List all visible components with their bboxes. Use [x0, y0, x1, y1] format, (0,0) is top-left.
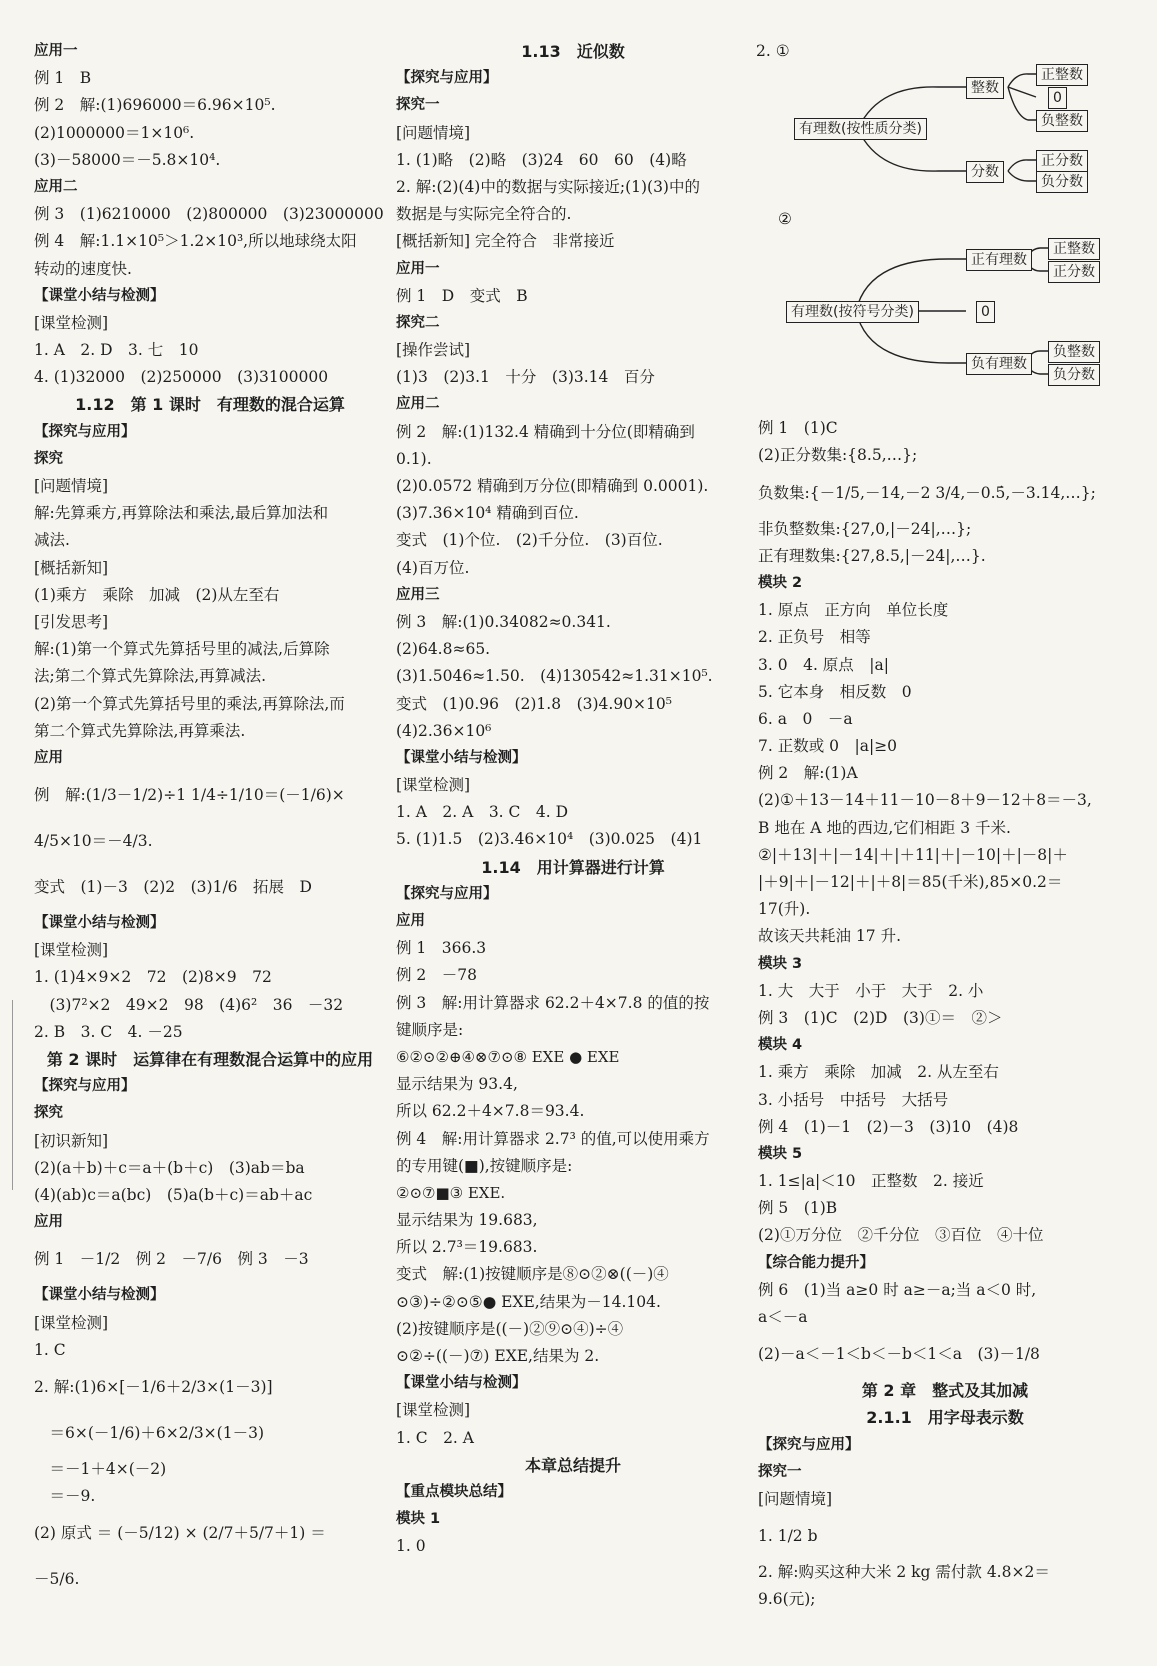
subsection-label: 【课堂小结与检测】	[34, 1287, 165, 1304]
answer-line: [课堂检测]	[34, 313, 109, 332]
answer-line: 数据是与实际完全符合的.	[396, 205, 572, 224]
answer-line: 变式 (1)－3 (2)2 (3)1/6 拓展 D	[34, 878, 312, 897]
answer-line: [课堂检测]	[396, 776, 471, 795]
answer-line: 1. (1)4×9×2 72 (2)8×9 72	[34, 968, 272, 987]
answer-line: 4/5×10＝－4/3.	[34, 832, 153, 851]
subsection-label: 【探究与应用】	[34, 423, 136, 440]
answer-line: ②|＋13|＋|－14|＋|＋11|＋|－10|＋|－8|＋	[758, 845, 1068, 864]
answer-line: 1. 1≤|a|＜10 正整数 2. 接近	[758, 1172, 984, 1191]
answer-line: 减法.	[34, 531, 70, 550]
subsection-label: 应用一	[34, 43, 78, 59]
answer-line: (2)64.8≈65.	[396, 640, 491, 659]
subsection-label: 模块 2	[758, 574, 803, 591]
column-2	[396, 38, 750, 1561]
answer-line: 1. 乘方 乘除 加减 2. 从左至右	[758, 1063, 999, 1082]
answer-line: 例 2 解:(1)132.4 精确到十分位(即精确到	[396, 422, 695, 441]
diagram1-neg-int: 负整数	[1036, 110, 1088, 132]
diagram1-pos-frac: 正分数	[1036, 150, 1088, 172]
answer-line: |＋9|＋|－12|＋|＋8|＝85(千米),85×0.2＝	[758, 873, 1063, 891]
answer-line: [初识新知]	[34, 1131, 109, 1150]
answer-line: ⊙③)÷②⊙⑤● EXE,结果为－14.104.	[396, 1292, 661, 1311]
answer-line: 2. 解:(1)6×[－1/6＋2/3×(1－3)]	[34, 1377, 273, 1396]
diagram1-pos-int: 正整数	[1036, 64, 1088, 86]
subsection-label: 探究	[34, 1105, 63, 1122]
answer-line: ＝－9.	[34, 1487, 96, 1506]
answer-line: 1. 1/2 b	[758, 1527, 818, 1546]
answer-line: 3. 0 4. 原点 |a|	[758, 655, 889, 674]
classification-diagram-by-nature	[758, 65, 1132, 235]
column-1	[34, 38, 386, 1602]
subsection-label: 应用	[396, 913, 425, 929]
answer-line: 1. 大 大于 小于 大于 2. 小	[758, 981, 984, 1000]
answer-line: a＜－a	[758, 1308, 808, 1326]
subsection-label: 探究二	[396, 314, 440, 331]
answer-line: [概括新知]	[34, 558, 109, 577]
answer-line: 正有理数集:{27,8.5,|－24|,…}.	[758, 546, 986, 565]
diagram1-neg-frac: 负分数	[1036, 171, 1088, 193]
answer-line: (2)1000000＝1×10⁶.	[34, 123, 195, 142]
answer-line: 转动的速度快.	[34, 259, 132, 278]
subsection-label: 探究一	[758, 1463, 802, 1480]
subsection-label: 模块 3	[758, 955, 803, 972]
answer-line: 1. A 2. D 3. 七 10	[34, 341, 199, 360]
answer-line: 5. (1)1.5 (2)3.46×10⁴ (3)0.025 (4)1	[396, 830, 703, 849]
section-heading: 1.13 近似数	[521, 42, 625, 61]
subsection-label: 应用	[34, 1214, 63, 1231]
answer-line: [课堂检测]	[396, 1401, 471, 1420]
answer-line: 解:先算乘方,再算除法和乘法,最后算加法和	[34, 504, 329, 523]
answer-line: [课堂检测]	[34, 941, 109, 960]
section-heading: 第 2 课时 运算律在有理数混合运算中的应用	[46, 1050, 374, 1069]
answer-line: 2. 解:购买这种大米 2 kg 需付款 4.8×2＝	[758, 1563, 1050, 1582]
answer-line: 1. 原点 正方向 单位长度	[758, 601, 949, 620]
section-heading: 1.14 用计算器进行计算	[481, 857, 665, 877]
answer-line: 例 3 解:(1)0.34082≈0.341.	[396, 612, 611, 631]
answer-line: 故该天共耗油 17 升.	[758, 927, 902, 946]
section-heading: 第 2 章 整式及其加减	[861, 1381, 1029, 1401]
answer-line: 的专用键(■),按键顺序是:	[396, 1156, 573, 1175]
answer-line: 例 2 解:(1)696000＝6.96×10⁵.	[34, 96, 276, 115]
answer-line: 例 3 解:用计算器求 62.2＋4×7.8 的值的按	[396, 993, 710, 1012]
subsection-label: 模块 4	[758, 1037, 803, 1054]
answer-line: B 地在 A 地的西边,它们相距 3 千米.	[758, 818, 1011, 837]
answer-line: 例 4 解:1.1×10⁵＞1.2×10³,所以地球绕太阳	[34, 232, 357, 251]
answer-line: 例 2 解:(1)A	[758, 764, 858, 783]
answer-line: (2)0.0572 精确到万分位(即精确到 0.0001).	[396, 477, 709, 495]
answer-line: 例 解:(1/3－1/2)÷1 1/4÷1/10＝(－1/6)×	[34, 786, 345, 805]
answer-line: 变式 (1)0.96 (2)1.8 (3)4.90×10⁵	[396, 694, 672, 713]
subsection-label: 应用二	[396, 396, 440, 413]
subsection-label: 探究一	[396, 97, 440, 114]
answer-line: (2)正分数集:{8.5,…};	[758, 446, 918, 465]
answer-line: (3)7²×2 49×2 98 (4)6² 36 －32	[34, 995, 344, 1014]
answer-line: 2. 解:(2)(4)中的数据与实际接近;(1)(3)中的	[396, 177, 700, 196]
subsection-label: 【重点模块总结】	[396, 1483, 512, 1500]
answer-line: 负数集:{－1/5,－14,－2 3/4,－0.5̇,－3.14,…};	[758, 483, 1096, 502]
answer-line: 所以 62.2＋4×7.8＝93.4.	[396, 1102, 585, 1121]
answer-line: ＝6×(－1/6)＋6×2/3×(1－3)	[34, 1423, 264, 1442]
answer-line: 例 1 366.3	[396, 939, 487, 958]
answer-line: 解:(1)第一个算式先算括号里的减法,后算除	[34, 640, 330, 659]
answer-line: 1. C 2. A	[396, 1428, 474, 1447]
answer-line: [操作尝试]	[396, 341, 471, 360]
subsection-label: 探究	[34, 450, 63, 467]
diagram1-zero: 0	[1048, 87, 1067, 109]
answer-line: (1)3 (2)3.1 十分 (3)3.14 百分	[396, 368, 655, 387]
answer-line: [问题情境]	[758, 1489, 833, 1508]
answer-line: 1. C	[34, 1340, 66, 1359]
answer-line: [问题情境]	[396, 123, 471, 142]
answer-line: [课堂检测]	[34, 1313, 109, 1332]
answer-line: －5/6.	[34, 1570, 80, 1589]
answer-line: (3)7.36×10⁴ 精确到百位.	[396, 504, 579, 523]
answer-line: (3)－58000＝－5.8×10⁴.	[34, 150, 221, 169]
answer-line: 1. A 2. A 3. C 4. D	[396, 803, 569, 822]
subsection-label: 【课堂小结与检测】	[34, 915, 165, 932]
diagram2-root: 有理数(按符号分类)	[786, 301, 919, 323]
answer-line: (2) 原式 ＝ (－5/12) × (2/7＋5/7＋1) ＝	[34, 1524, 326, 1543]
diagram2-neg-frac: 负分数	[1048, 364, 1100, 386]
diagram2-negative: 负有理数	[966, 353, 1032, 375]
answer-line: [概括新知] 完全符合 非常接近	[396, 232, 615, 251]
answer-line: 例 5 (1)B	[758, 1199, 838, 1218]
answer-line: 例 1 (1)C	[758, 419, 838, 438]
section-heading: 2.1.1 用字母表示数	[866, 1408, 1024, 1428]
diagram2-label: ②	[778, 210, 792, 229]
column-3-text	[758, 415, 1132, 1613]
answer-line: 6. a 0 －a	[758, 709, 853, 728]
page-edge-artifact	[0, 1000, 13, 1190]
subsection-label: 【课堂小结与检测】	[34, 287, 165, 304]
answer-line: 非负整数集:{27,0,|－24|,…};	[758, 519, 972, 538]
answer-line: 变式 (1)个位. (2)千分位. (3)百位.	[396, 531, 663, 550]
answer-line: 1. (1)略 (2)略 (3)24 60 60 (4)略	[396, 150, 687, 169]
answer-line: 17(升).	[758, 900, 811, 919]
answer-line: 9.6(元);	[758, 1590, 816, 1609]
answer-line: (4)(ab)c＝a(bc) (5)a(b＋c)＝ab＋ac	[34, 1185, 313, 1204]
answer-line: 显示结果为 19.683,	[396, 1211, 538, 1230]
answer-line: 键顺序是:	[396, 1020, 464, 1039]
subsection-label: 【综合能力提升】	[758, 1254, 874, 1271]
answer-line: 7. 正数或 0 |a|≥0	[758, 737, 898, 756]
answer-line: (2)－a＜－1＜b＜－b＜1＜a (3)－1/8	[758, 1345, 1040, 1364]
answer-line: ⊙②÷((－)⑦) EXE,结果为 2.	[396, 1347, 600, 1365]
answer-line: 例 1 B	[34, 69, 92, 88]
answer-line: ⑥②⊙②⊕④⊗⑦⊙⑧ EXE ● EXE	[396, 1047, 620, 1066]
subsection-label: 应用	[34, 749, 63, 766]
diagram1-fraction: 分数	[966, 161, 1004, 183]
answer-line: 2. 正负号 相等	[758, 628, 871, 647]
subsection-label: 应用三	[396, 586, 440, 603]
subsection-label: 【课堂小结与检测】	[396, 749, 527, 766]
answer-line: 第二个算式先算除法,再算乘法.	[34, 721, 246, 740]
subsection-label: 【探究与应用】	[396, 885, 498, 902]
answer-line: 0.1).	[396, 449, 432, 468]
answer-line: 例 4 (1)－1 (2)－3 (3)10 (4)8	[758, 1117, 1019, 1136]
answer-line: (2)第一个算式先算括号里的乘法,再算除法,而	[34, 694, 345, 713]
diagram2-zero: 0	[976, 301, 995, 323]
subsection-label: 【探究与应用】	[396, 70, 498, 87]
answer-line: (2)①万分位 ②千分位 ③百位 ④十位	[758, 1226, 1044, 1245]
subsection-label: 【课堂小结与检测】	[396, 1375, 527, 1392]
answer-line: [问题情境]	[34, 477, 109, 495]
answer-line: 4. (1)32000 (2)250000 (3)3100000	[34, 368, 329, 387]
answer-line: 例 6 (1)当 a≥0 时 a≥－a;当 a＜0 时,	[758, 1280, 1037, 1299]
answer-line: (4)百万位.	[396, 558, 470, 577]
answer-line: (4)2.36×10⁶	[396, 721, 492, 740]
answer-line: 显示结果为 93.4,	[396, 1075, 518, 1094]
diagram2-positive: 正有理数	[966, 249, 1032, 271]
answer-line: 法;第二个算式先算除法,再算减法.	[34, 667, 267, 686]
answer-line: (2)按键顺序是((－)②⑨⊙④)÷④	[396, 1319, 624, 1338]
subsection-label: 模块 1	[396, 1511, 441, 1528]
diagram2-pos-int: 正整数	[1048, 238, 1100, 260]
answer-line: 所以 2.7³＝19.683.	[396, 1238, 538, 1257]
answer-line: 2. B 3. C 4. －25	[34, 1022, 183, 1041]
subsection-label: 【探究与应用】	[758, 1436, 860, 1453]
answer-line: 变式 解:(1)按键顺序是⑧⊙②⊗((－)④	[396, 1265, 669, 1284]
answer-line: 例 1 D 变式 B	[396, 286, 528, 305]
diagram1-root: 有理数(按性质分类)	[794, 118, 927, 140]
answer-line: 例 3 (1)6210000 (2)800000 (3)23000000	[34, 205, 384, 224]
answer-line: 例 3 (1)C (2)D (3)①＝ ②＞	[758, 1008, 1003, 1027]
classification-diagram-by-sign	[758, 235, 1132, 415]
answer-line: 例 2 －78	[396, 966, 478, 985]
answer-line: (2)(a＋b)＋c＝a＋(b＋c) (3)ab＝ba	[34, 1158, 305, 1177]
answer-line: (1)乘方 乘除 加减 (2)从左至右	[34, 585, 280, 604]
diagram2-pos-frac: 正分数	[1048, 261, 1100, 283]
subsection-label: 应用一	[396, 260, 440, 277]
diagram1-integer: 整数	[966, 77, 1004, 99]
subsection-label: 模块 5	[758, 1145, 803, 1162]
answer-line: 1. 0	[396, 1537, 426, 1556]
diagram2-neg-int: 负整数	[1048, 341, 1100, 363]
answer-line: (2)①＋13－14＋11－10－8＋9－12＋8＝－3,	[758, 791, 1092, 810]
section-heading: 1.12 第 1 课时 有理数的混合运算	[75, 395, 345, 415]
answer-line: ＝－1＋4×(－2)	[34, 1459, 167, 1478]
section-heading: 本章总结提升	[524, 1455, 621, 1475]
column-3	[758, 38, 1132, 1614]
answer-line: [引发思考]	[34, 612, 109, 631]
answer-line: 例 4 解:用计算器求 2.7³ 的值,可以使用乘方	[396, 1129, 710, 1148]
answer-line: (3)1.5046≈1.50. (4)130542≈1.31×10⁵.	[396, 667, 713, 686]
answer-line: 例 1 －1/2 例 2 －7/6 例 3 －3	[34, 1250, 309, 1269]
subsection-label: 应用二	[34, 178, 78, 195]
answer-line: ②⊙⑦■③ EXE.	[396, 1183, 506, 1202]
answer-line: 3. 小括号 中括号 大括号	[758, 1090, 949, 1109]
subsection-label: 【探究与应用】	[34, 1078, 136, 1095]
diagram1-label: 2. ①	[756, 42, 790, 60]
answer-line: 5. 它本身 相反数 0	[758, 682, 912, 701]
